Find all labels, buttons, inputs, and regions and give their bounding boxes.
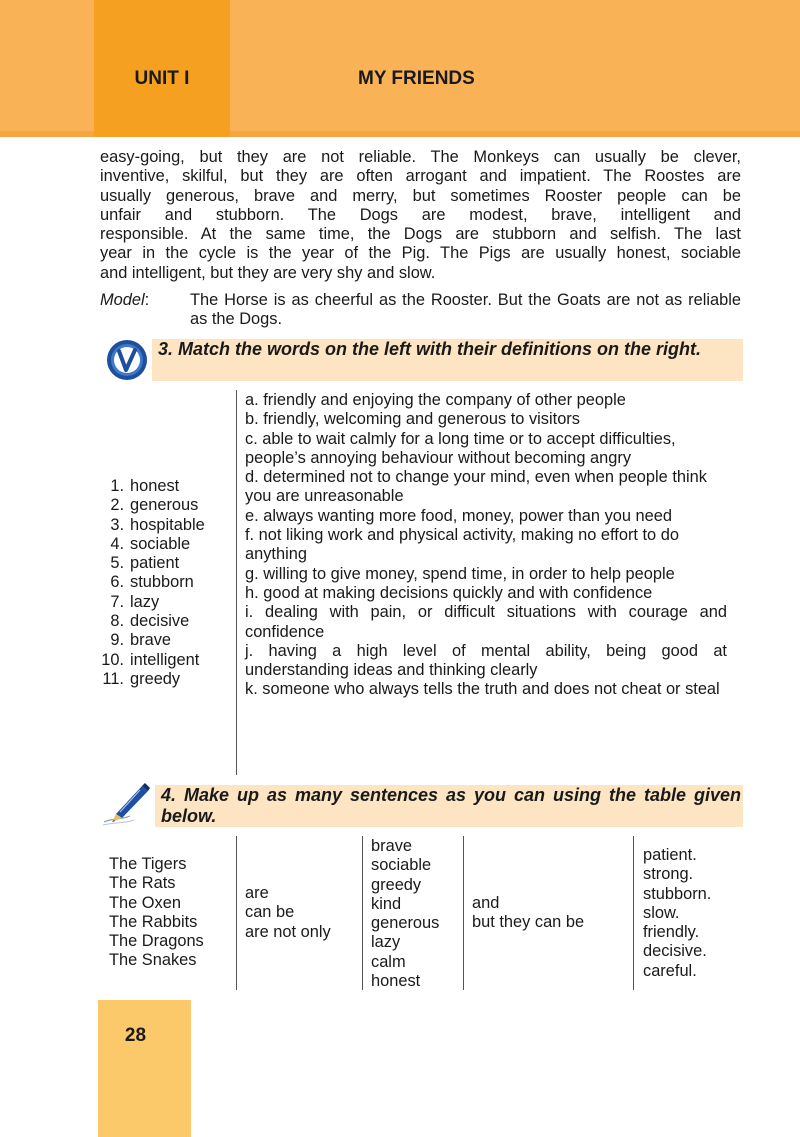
- definition-item: c. able to wait calmly for a long time or to accept difficulties, people’s annoying behaviour without becoming angry: [245, 429, 676, 467]
- table-column-subjects: [109, 855, 204, 971]
- list-item: [100, 612, 230, 631]
- definition-item: h. good at making decisions quickly and with confidence: [245, 583, 653, 602]
- item-word: greedy: [130, 669, 181, 688]
- definition-item: g. willing to give money, spend time, in order to help people: [245, 564, 675, 583]
- item-number: 9.: [110, 631, 124, 650]
- list-item: [100, 593, 230, 612]
- item-word: stubborn: [130, 573, 194, 592]
- table-cell: careful.: [643, 961, 697, 980]
- table-cell: honest: [371, 972, 421, 991]
- table-cell: calm: [371, 952, 406, 971]
- table-cell: are: [245, 884, 269, 902]
- column-divider: [236, 390, 237, 775]
- definition-item: e. always wanting more food, money, power than you need: [245, 506, 673, 525]
- paragraph-line: easy-going, but they are not reliable. The Monkeys can usually be clever,: [100, 148, 741, 166]
- table-divider: [236, 836, 237, 990]
- item-word: generous: [130, 496, 199, 515]
- paragraph-line: responsible. At the same time, the Dogs are stubborn and selfish. The last: [100, 225, 741, 244]
- v-letter-icon: [106, 339, 148, 381]
- item-word: intelligent: [130, 650, 200, 669]
- item-number: 2.: [110, 496, 124, 515]
- table-column-endings: [643, 846, 711, 981]
- page-title: MY FRIENDS: [358, 68, 475, 89]
- paragraph-line: usually generous, brave and merry, but sometimes Rooster people can be: [100, 186, 741, 205]
- definition-item: b. friendly, welcoming and generous to visitors: [245, 410, 580, 429]
- body-paragraph: [100, 148, 741, 283]
- list-item: [100, 516, 230, 535]
- paragraph-line: unfair and stubborn. The Dogs are modest, brave, intelligent and: [100, 205, 741, 224]
- item-number: 1.: [110, 477, 124, 495]
- table-cell: can be: [245, 903, 295, 922]
- item-number: 5.: [110, 554, 124, 573]
- list-item: [100, 670, 230, 689]
- list-item: [100, 554, 230, 573]
- table-cell: The Tigers: [109, 855, 187, 873]
- list-item: [100, 631, 230, 650]
- table-cell: patient.: [643, 846, 697, 864]
- page-number: 28: [124, 1025, 147, 1046]
- paragraph-line: and intelligent, but they are very shy and slow.: [100, 263, 436, 282]
- paragraph-line: inventive, skilful, but they are often arrogant and impatient. The Roostes are: [100, 167, 741, 186]
- table-cell: The Rabbits: [109, 912, 198, 931]
- table-cell: The Oxen: [109, 893, 181, 912]
- paragraph-line: year in the cycle is the year of the Pig. The Pigs are usually honest, sociable: [100, 244, 741, 263]
- table-cell: generous: [371, 914, 440, 933]
- item-number: 3.: [110, 515, 124, 534]
- table-cell: but they can be: [472, 913, 585, 932]
- pen-icon: [100, 782, 152, 826]
- table-cell: decisive.: [643, 942, 707, 961]
- item-word: decisive: [130, 612, 190, 631]
- definition-item: a. friendly and enjoying the company of other people: [245, 391, 626, 409]
- table-column-verbs: [245, 884, 331, 942]
- model-text: The Horse is as cheerful as the Rooster. But the Goats are not as reliable as the Dogs.: [190, 291, 741, 329]
- table-cell: slow.: [643, 903, 680, 922]
- table-cell: The Rats: [109, 874, 176, 893]
- definition-item: j. having a high level of mental ability, being good at understanding ideas and thinking clearly: [245, 641, 727, 680]
- table-column-adjectives: [371, 837, 439, 991]
- table-divider: [362, 836, 363, 990]
- item-word: sociable: [130, 534, 191, 553]
- unit-label: UNIT I: [134, 68, 190, 89]
- table-cell: kind: [371, 894, 402, 913]
- definition-list: [245, 391, 727, 700]
- table-cell: lazy: [371, 933, 401, 952]
- item-number: 7.: [110, 592, 124, 611]
- list-item: [100, 651, 230, 670]
- table-cell: brave: [371, 837, 413, 855]
- definition-item: d. determined not to change your mind, even when people think you are unreasonable: [245, 468, 707, 506]
- item-number: 6.: [110, 573, 124, 592]
- table-column-conjunctions: [472, 894, 584, 933]
- model-key-text: Model: [100, 291, 145, 309]
- item-number: 11.: [102, 669, 124, 688]
- table-cell: sociable: [371, 856, 432, 875]
- exercise-4-instruction: 4. Make up as many sentences as you can using the table given below.: [161, 785, 741, 826]
- item-word: lazy: [130, 592, 160, 611]
- model-label: [100, 291, 149, 310]
- item-word: hospitable: [130, 515, 205, 534]
- table-cell: The Snakes: [109, 951, 197, 970]
- list-item: [100, 573, 230, 592]
- list-item: [100, 496, 230, 515]
- list-item: [100, 477, 230, 496]
- item-word: honest: [130, 477, 180, 495]
- item-number: 10.: [101, 650, 124, 669]
- table-divider: [633, 836, 634, 990]
- table-cell: and: [472, 894, 500, 912]
- table-divider: [463, 836, 464, 990]
- item-word: patient: [130, 554, 180, 573]
- list-item: [100, 535, 230, 554]
- exercise-3-instruction: 3. Match the words on the left with their definitions on the right.: [158, 339, 701, 359]
- table-cell: The Dragons: [109, 932, 204, 951]
- table-cell: friendly.: [643, 923, 700, 942]
- item-number: 4.: [110, 534, 124, 553]
- table-cell: strong.: [643, 865, 694, 884]
- definition-item: i. dealing with pain, or difficult situations with courage and confidence: [245, 603, 727, 641]
- table-cell: are not only: [245, 922, 331, 941]
- definition-item: k. someone who always tells the truth and does not cheat or steal: [245, 680, 720, 699]
- table-cell: stubborn.: [643, 884, 712, 903]
- item-word: brave: [130, 631, 172, 650]
- word-list: [100, 477, 230, 689]
- model-colon: :: [144, 291, 150, 309]
- table-cell: greedy: [371, 875, 422, 894]
- page-number-box: [98, 1000, 191, 1137]
- item-number: 8.: [110, 612, 124, 631]
- definition-item: f. not liking work and physical activity, making no effort to do anything: [245, 526, 679, 564]
